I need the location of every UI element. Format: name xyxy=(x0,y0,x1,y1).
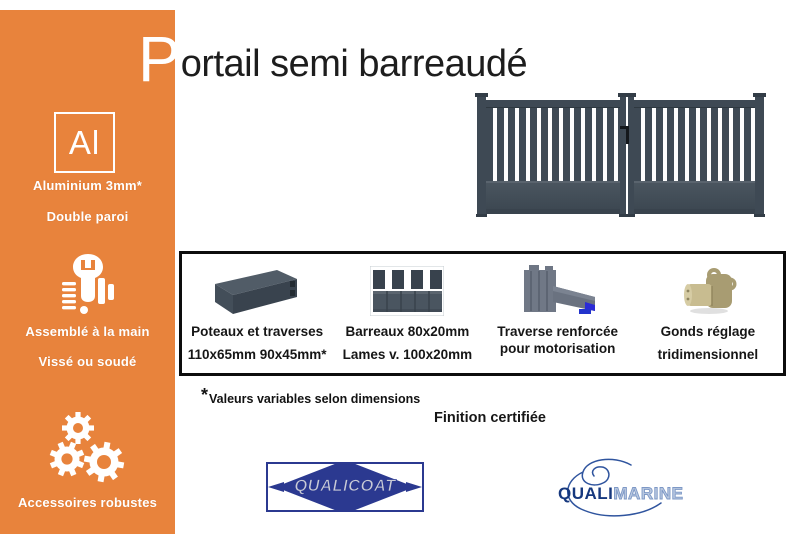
feature-motor-beam xyxy=(483,254,633,373)
qualimarine-wordmark-light: MARINE xyxy=(613,484,684,503)
page-title-dropcap: P xyxy=(138,23,181,95)
feature-hinges xyxy=(633,254,783,373)
feature-box xyxy=(179,251,786,376)
feature-bars xyxy=(332,254,482,373)
gate-bars xyxy=(634,108,755,181)
post-profile-image xyxy=(209,262,305,320)
gate-bottom-rail xyxy=(634,209,755,214)
sidebar-label-material: Aluminium 3mm* xyxy=(33,178,142,193)
feature-subtitle: 110x65mm 90x45mm* xyxy=(187,347,327,363)
qualimarine-wordmark-bold: QUALI xyxy=(558,484,614,503)
gate-post xyxy=(755,96,764,214)
sidebar-label-screwed: Vissé ou soudé xyxy=(38,354,137,369)
hinge-image xyxy=(679,262,737,320)
feature-title: Traverse renforcée xyxy=(497,324,619,339)
aluminium-symbol-box xyxy=(54,112,115,173)
gate-leaf-right xyxy=(634,100,755,214)
gate-bars xyxy=(486,108,620,181)
bars-panel-image xyxy=(370,262,444,320)
feature-posts xyxy=(182,254,332,373)
gate-center-stile xyxy=(628,96,634,214)
page-title-text: ortail semi barreaudé xyxy=(180,43,528,85)
sidebar-label-double-wall: Double paroi xyxy=(46,209,129,224)
gate-illustration xyxy=(477,93,764,217)
footnote-text: Valeurs variables selon dimensions xyxy=(209,392,421,406)
gate-solid-panel xyxy=(486,183,620,209)
gears-icon xyxy=(44,408,130,486)
footnote xyxy=(201,385,420,406)
aluminium-symbol: Al xyxy=(68,123,101,161)
qualicoat-wordmark: QUALICOAT xyxy=(294,477,396,496)
footnote-asterisk: * xyxy=(201,385,209,405)
wrench-screw-icon xyxy=(60,252,116,318)
gate-handle xyxy=(626,126,629,144)
feature-title: Barreaux 80x20mm xyxy=(345,324,470,339)
gate-center-stile xyxy=(620,96,626,214)
qualimarine-logo xyxy=(551,455,726,523)
gate-leaf-left xyxy=(486,100,620,214)
sidebar-label-accessories: Accessoires robustes xyxy=(17,495,158,510)
page-title xyxy=(138,22,528,95)
gate-post xyxy=(477,96,486,214)
gate-top-rail xyxy=(486,100,620,108)
qualicoat-logo xyxy=(266,462,424,512)
feature-title: Gonds réglage xyxy=(660,324,756,339)
feature-subtitle: pour motorisation xyxy=(499,341,616,357)
feature-subtitle: tridimensionnel xyxy=(657,347,759,363)
sidebar-label-assembled: Assemblé à la main xyxy=(25,324,150,339)
feature-title: Poteaux et traverses xyxy=(191,324,324,339)
certified-finish-label: Finition certifiée xyxy=(434,410,546,426)
qualimarine-wordmark xyxy=(558,484,683,504)
gate-top-rail xyxy=(634,100,755,108)
feature-subtitle: Lames v. 100x20mm xyxy=(342,347,473,363)
motor-beam-image xyxy=(515,262,601,320)
gate-solid-panel xyxy=(634,183,755,209)
gate-bottom-rail xyxy=(486,209,620,214)
